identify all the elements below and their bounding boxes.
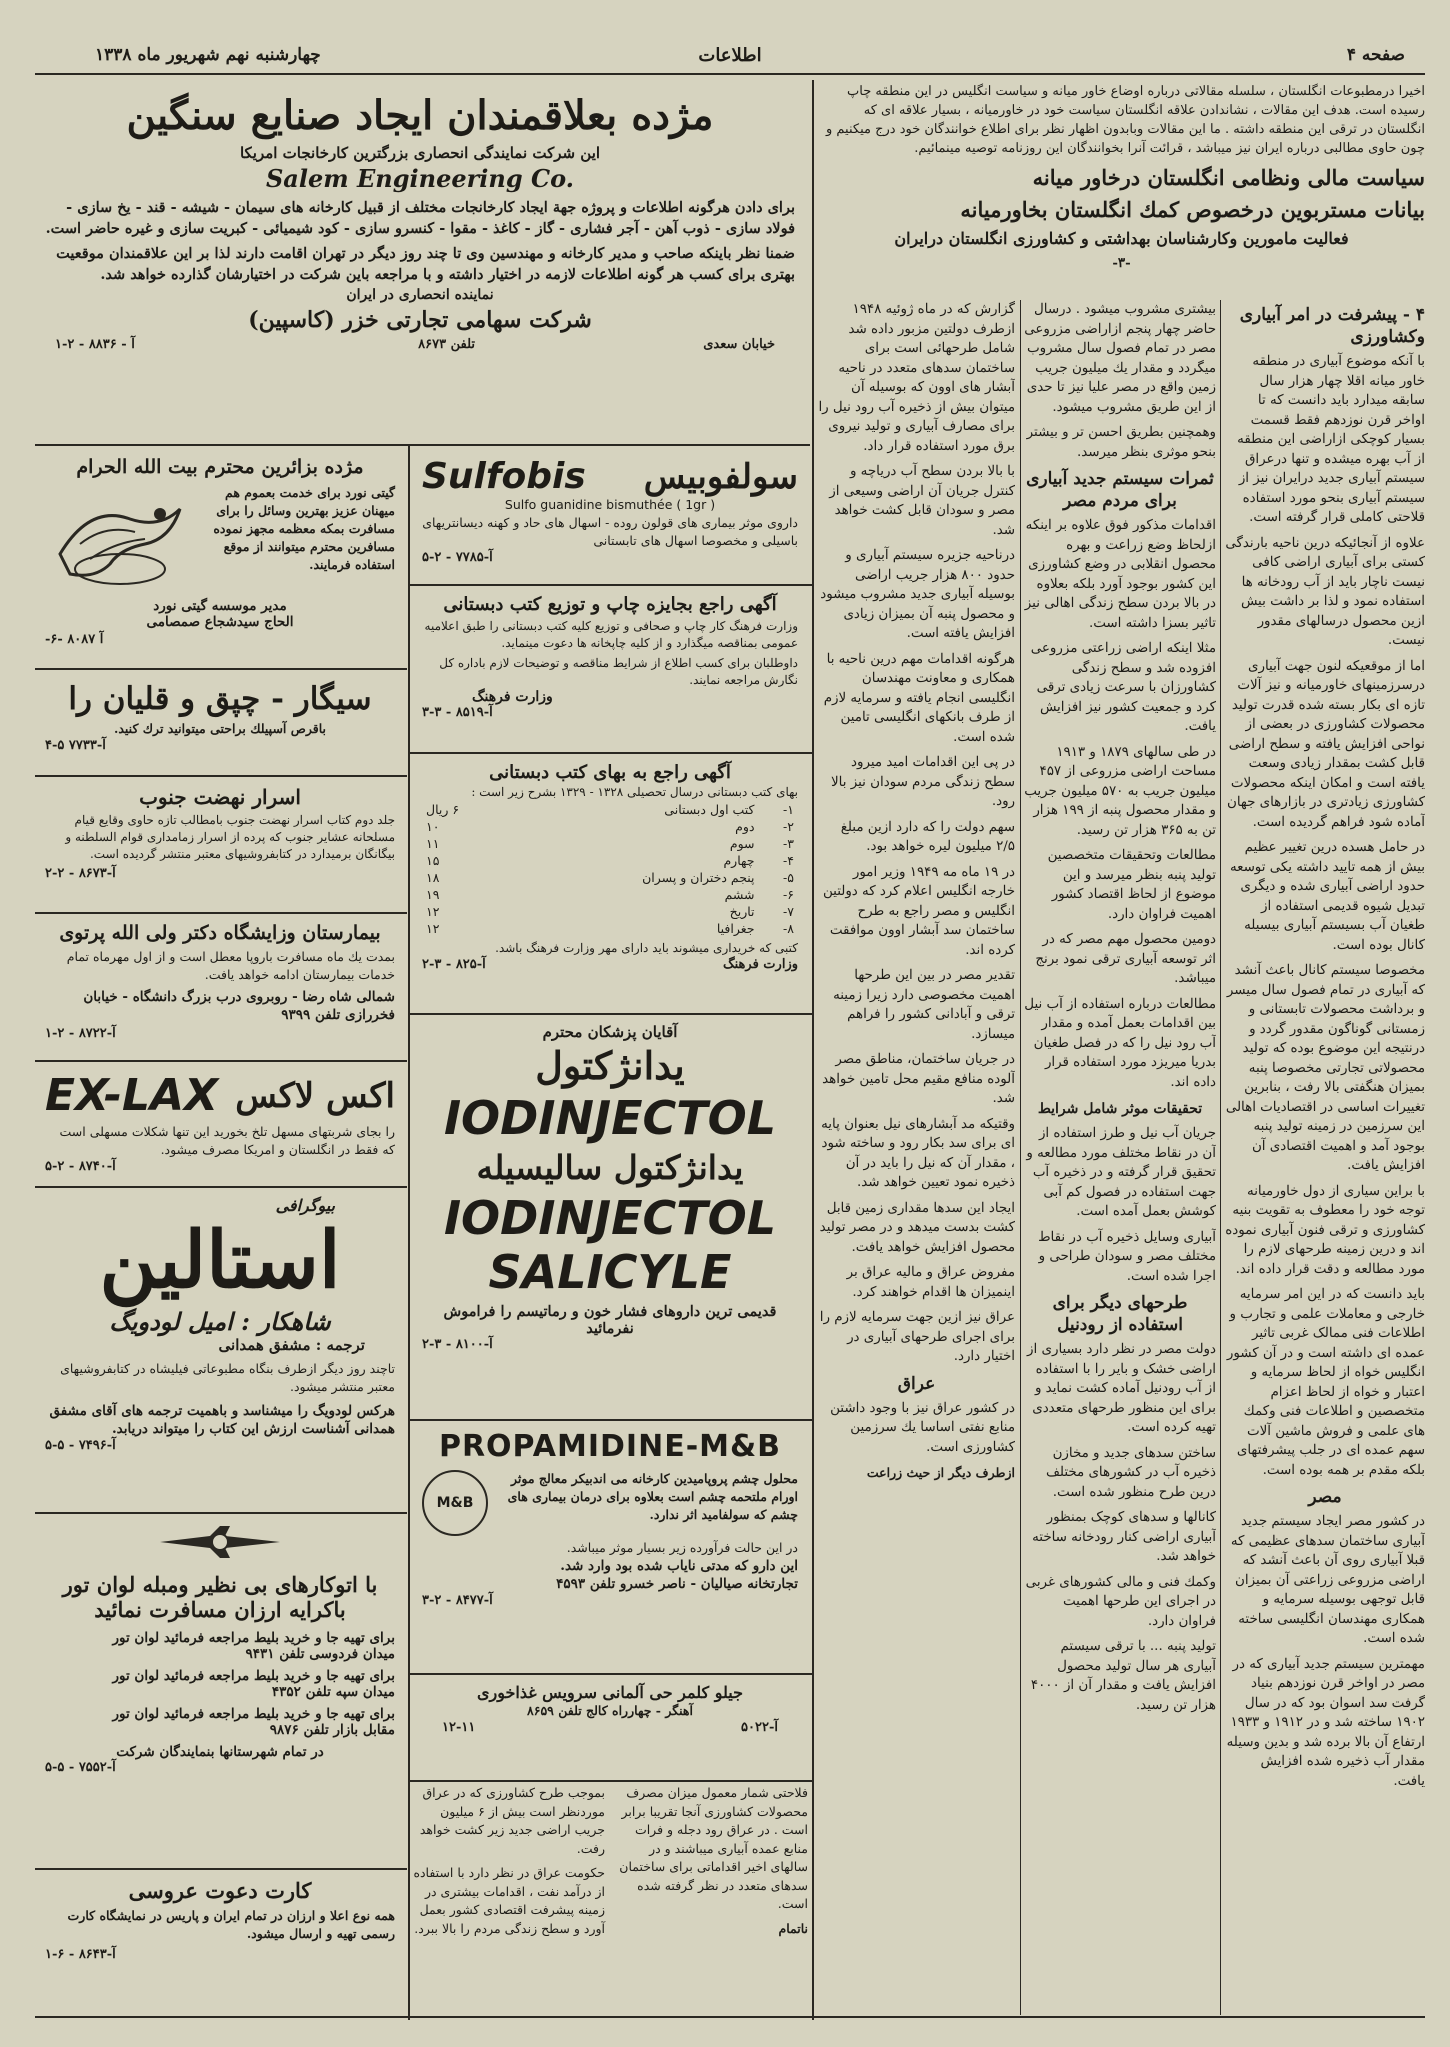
ad-code: آ-۷۷۸۵ - ۲-۵	[422, 550, 493, 565]
book-name: ششم	[724, 887, 755, 902]
iodinjectol-ad	[412, 1017, 808, 1417]
book-price: ۱۱	[426, 836, 440, 851]
divider	[35, 668, 407, 670]
book-price: ۱۰	[426, 819, 440, 834]
paragraph: جریان آب نیل و طرز استفاده از آن در نقاط مختلف مورد مطالعه و تحقیق قرار گرفته و در ذخیره آب جهت استفاده در فصول کم آبی کوشش بعمل آمده است.	[1026, 1126, 1216, 1219]
table-row	[422, 920, 798, 937]
ad-code: آ-۸۲۵ - ۳-۲	[422, 957, 486, 972]
column-heading: طرحهای دیگر برای استفاده از رودنیل	[1052, 1293, 1188, 1335]
ad-code: آ-۸۱۰۰ - ۳-۲	[422, 1337, 493, 1352]
book-name: چهارم	[723, 853, 755, 868]
divider	[812, 80, 814, 2020]
ad-persian: یدانژکتول سالیسیله	[476, 1148, 744, 1187]
ad-body: داروی موثر بیماری های قولون روده - اسهال های حاد و کهنه دیسانتریهای باسیلی و مخصوصا اسهال های تابستانی	[422, 515, 798, 548]
company-name: Salem Engineering Co.	[265, 164, 575, 193]
table-row	[422, 818, 798, 835]
table-row	[422, 903, 798, 920]
continued-label: ناتمام	[778, 1920, 808, 1936]
wedding-ad	[35, 1872, 405, 2012]
ad-body: جلد دوم کتاب اسرار نهضت جنوب بامطالب تازه حاوی وقایع قیام مسلحانه عشایر جنوب که پرده از اسرار زمامداری قوام السلطنه و بیگانگان برمیدارد در کتابفروشیهای معتبر منتشر گردیده است.	[65, 813, 395, 861]
german-ad	[412, 1677, 808, 1777]
hospital-ad	[35, 916, 405, 1056]
airplane-icon	[45, 1522, 395, 1566]
ad-line: برای تهیه جا و خرید بلیط مراجعه فرمائید لوان تور	[112, 1668, 395, 1684]
article-continuation	[412, 1784, 808, 2014]
page-number: صفحه ۴	[1346, 45, 1405, 65]
section-number: -۳-	[1112, 255, 1131, 271]
column-subheading: مصر	[1308, 1487, 1342, 1507]
ad-sign: وزارت فرهنگ	[722, 957, 798, 972]
paragraph: مطالعات وتحقیقات متخصصین تولید پنبه بنظر میرسد و این موضوع از لحاظ اقتصاد کشور اهمیت فراوان دارد.	[1047, 848, 1216, 922]
sulfobis-logo: Sulfobis	[422, 456, 586, 497]
ad-address: مقابل بازار تلفن ۹۸۷۶	[269, 1722, 395, 1738]
column-subheading: تحقیقات موثر شامل شرایط	[1037, 1101, 1203, 1117]
paragraph: آبیاری وسایل ذخیره آب در نقاط مختلف مصر و سودان طراحی و اجرا شده است.	[1038, 1229, 1216, 1284]
ad-body: همه نوع اعلا و ارزان در تمام ایران و پاریس در نمایشگاه کارت رسمی تهیه و ارسال میشود.	[67, 1908, 395, 1941]
paragraph: بیشتری مشروب میشود . درسال حاضر چهار پنجم ازاراضی مزروعی مصر در تمام فصول سال مشروب میگردد و مقدار یك میلیون جریب زمین واقع در مصر علیا نیز تا حدی از این طریق مشروب میشود.	[1024, 302, 1216, 415]
book-price-table	[422, 801, 798, 937]
book-no: ۴-	[783, 853, 794, 868]
paragraph: مخصوصا سیستم کانال باعث آنشد که آبیاری در تمام فصول سال میسر و برداشت محصولات تابستانی و زمستانی گوناگون مقدور گردد و درنتیجه این موضوع بوده که تولید محصولاتی تجارتی مخصوصا پنبه بمیزان هنگفتی بالا رفت ، بنابرین تغییرات اساسی در اقتصادیات اهالی این سرزمین در زمینه تولید پنبه بوجود آمد و اهمیت اقتصادی آن افزایش یافت.	[1225, 963, 1425, 1173]
book-prices-ad	[412, 756, 808, 1011]
paragraph: دومین محصول مهم مصر که در اثر توسعه آبیاری ترقی نمود برنج میباشد.	[1035, 932, 1216, 986]
divider	[35, 775, 407, 777]
book-price: ۱۵	[426, 853, 440, 868]
ad-code: آ ۸۰۸۷ -۶-	[45, 632, 104, 647]
ad-body: بمدت یك ماه مسافرت باروپا معطل است و از اول مهرماه تمام خدمات بیمارستان ادامه خواهد یافت.	[66, 949, 395, 982]
exlax-persian: اکس لاکس	[235, 1075, 395, 1116]
divider	[408, 445, 410, 2020]
ad-code: آ-۷۷۳۳ ۵-۴	[45, 738, 106, 753]
paragraph: بموجب طرح کشاورزی که در عراق موردنظر است بیش از ۶ میلیون جریب اراضی جدید زیر کشت خواهد رفت.	[419, 1785, 605, 1856]
paragraph: در کشور عراق نیز با وجود داشتن منابع نفتی اساسا یك سرزمین کشاورزی است.	[830, 1400, 1015, 1455]
ad-label: بیوگرافی	[275, 1196, 335, 1215]
divider	[35, 1186, 407, 1188]
article-intro: اخیرا درمطبوعات انگلستان ، سلسله مقالاتی درباره اوضاع خاور میانه و سیاست انگلیس در این منطقه چاپ رسیده است. هدف این مقالات ، نشاندادن علاقه انگلستان سیاست خود در خاورمیانه ، بسیار علاقه ای که انگلستان در ترقی این منطقه داشته . ما این مقالات وبابدون اظهار نظر برای اطلاع خوانندگان خود درج میکنیم و چون حاوی مطالبی درباره ایران نیز میباشد ، قرائت آنرا بخوانندگان این روزنامه توصیه مینمائیم.	[826, 84, 1425, 156]
paragraph: هرگونه اقدامات مهم درین ناحیه با همکاری و معاونت مهندسان انگلیسی انجام یافته و سرمایه لازم از طرف بانکهای انگلیسی تامین شده است.	[823, 651, 1015, 745]
ad-title: با اتوکارهای بی نظیر ومبله لوان تور	[62, 1572, 378, 1597]
ad-title: سیگار - چپق و قلیان را	[68, 681, 372, 717]
sulfobis-persian: سولفوبیس	[643, 456, 798, 497]
paragraph: ایجاد این سدها مقداری زمین قابل کشت بدست میدهد و در مصر تولید محصول افزایش خواهد یافت.	[819, 1200, 1015, 1255]
article-header	[818, 82, 1425, 292]
paragraph: با براین سیاری از دول خاورمیانه توجه خود را معطوف به تقویت بنیه کشاورزی و ترقی فنون آبیاری نموده اند و درین زمینه طرحهای لازم را مورد مطالعه و دقت قرار داده اند.	[1225, 1183, 1425, 1277]
paragraph: مطالعات درباره استفاده از آب نیل بین اقدامات بعمل آمده و مقدار آب رود نیل را که در فصل طغیان بدریا میریزد مورد استفاده قرار داده اند.	[1024, 996, 1216, 1090]
table-row	[422, 801, 798, 818]
divider	[410, 1419, 812, 1421]
paragraph: در کشور مصر ایجاد سیستم جدید آبیاری ساختمان سدهای عظیمی که قبلا آبیاری روی آن باعث آنشد که اراضی مزروعی زراعتی آن بمیزان قابل توجهی بوسیله سرمایه و همکاری مهندسان انگلیسی ساخته شده است.	[1230, 1514, 1425, 1646]
paragraph: در پی این اقدامات امید میرود سطح زندگی مردم سودان نیز بالا رود.	[831, 755, 1015, 809]
ad-translator: ترجمه : مشفق همدانی	[218, 1336, 365, 1354]
ad-address: میدان فردوسی تلفن ۹۴۳۱	[245, 1646, 395, 1662]
continued-label: ازطرف دیگر از حیث زراعت	[866, 1465, 1015, 1480]
book-price: ۱۸	[426, 870, 440, 885]
table-row	[422, 869, 798, 886]
divider	[35, 1512, 407, 1514]
paragraph: ساختن سدهای جدید و مخازن ذخیره آب در کشورهای مختلف درین طرح منظور شده است.	[1046, 1445, 1216, 1500]
ad-title: بیمارستان وزایشگاه دکتر ولی الله پرتوی	[59, 922, 381, 944]
article-column-1	[1225, 300, 1425, 2015]
ad-body: در این حالت فرآورده زیر بسیار موثر میباشد.	[566, 1540, 798, 1555]
table-row	[422, 886, 798, 903]
hajj-ad	[35, 450, 405, 665]
ad-title: کارت دعوت عروسی	[128, 1878, 312, 1903]
paragraph: با بالا بردن سطح آب دریاچه و کنترل جریان آن اراضی وسیعی از مصر و سودان قابل کشت خواهد شد.	[829, 464, 1015, 538]
ad-persian: یدانژکتول	[535, 1043, 685, 1088]
asrar-ad	[35, 779, 405, 909]
ad-code: آ-۸۷۲۲ - ۲-۱	[45, 1026, 116, 1041]
book-name: تاریخ	[729, 904, 755, 919]
ad-address: شمالی شاه رضا - روبروی درب بزرگ دانشگاه - خیابان فخررازی تلفن ۹۳۹۹	[83, 989, 395, 1023]
paragraph: مفروض عراق و مالیه عراق بر اینمیزان ها اقدام خواهند کرد.	[846, 1265, 1015, 1300]
ad-sign: مدیر موسسه گیتی نورد	[153, 598, 287, 614]
divider	[410, 1780, 812, 1782]
cigar-ad	[35, 672, 405, 772]
ad-logo: PROPAMIDINE-M&B	[438, 1429, 782, 1464]
book-no: ۶-	[783, 887, 794, 902]
paragraph: درناحیه جزیره سیستم آبیاری و حدود ۸۰۰ هزار جریب اراضی بوسیله آبیاری جدید مشروب میشود و محصول پنبه آن بمیزان زیادی افزایش یافته است.	[820, 548, 1015, 641]
paragraph: کانالها و سدهای کوچک بمنظور آبیاری اراضی کنار رودخانه ساخته خواهد شد.	[1032, 1510, 1216, 1564]
ad-code: آ - ۸۸۳۶ - ۲-۱	[55, 337, 135, 352]
book-name: سوم	[729, 836, 755, 851]
ad-code: آ-۵۰۲۲	[741, 1720, 778, 1735]
page-header	[35, 35, 1425, 75]
ad-line: برای تهیه جا و خرید بلیط مراجعه فرمائید لوان تور	[112, 1630, 395, 1646]
divider	[35, 444, 810, 446]
gitinavard-logo	[45, 484, 190, 598]
column-subheading: عراق	[897, 1373, 936, 1394]
ad-code: آ-۸۶۴۳ - ۶-۱	[45, 1947, 116, 1962]
article-subtitle: فعالیت مامورین وکارشناسان بهداشتی و کشاورزی انگلستان درایران	[894, 229, 1349, 248]
paragraph: علاوه از آنجائیکه درین ناحیه بارندگی کستی برای آبیاری اراضی کافی نیست ناچار باید از آب رودخانه ها استفاده نمود و لذا بر داشت بیش ازین محصول درسالهای مقدور نیست.	[1225, 535, 1425, 648]
divider	[410, 1673, 812, 1675]
ad-body: این دارو که مدتی نایاب شده بود وارد شد.	[560, 1558, 798, 1574]
book-price: ۱۲	[426, 921, 440, 936]
divider	[410, 752, 812, 754]
ad-title: مژده بعلاقمندان ایجاد صنایع سنگین	[126, 92, 714, 139]
ad-address: خیابان سعدی	[703, 337, 775, 352]
ad-body: را بجای شربتهای مسهل تلخ بخورید این تنها شکلات مسهلی است که فقط در انگلستان و امریکا مصرف میشود.	[59, 1124, 395, 1157]
paragraph: اقدامات مذکور فوق علاوه بر اینکه ازلحاظ وضع زراعت و بهره محصول انقلابی در وضع کشاورزی این کشور بوجود آورد بلکه بعلاوه در بالا بردن سطح زندگی اهالی نیز تاثیر بسزا داشته است.	[1024, 518, 1216, 631]
divider	[1220, 300, 1221, 2015]
ad-intro: بهای کتب دبستانی درسال تحصیلی ۱۳۲۸ - ۱۳۲۹ بشرح زیر است :	[471, 785, 798, 799]
book-name: پنجم دختران و پسران	[642, 870, 755, 885]
book-price: ۱۹	[426, 887, 440, 902]
column-heading: ۴ - پیشرفت در امر آبیاری وکشاورزی	[1239, 305, 1425, 347]
book-no: ۲-	[783, 819, 794, 834]
divider	[35, 1060, 407, 1062]
ad-body: باقرص آسپیلك براحتی میتوانید ترك کنید.	[113, 721, 327, 736]
books-print-notice	[412, 588, 808, 748]
ad-code: ۱۲-۱۱	[442, 1720, 476, 1735]
table-row	[422, 852, 798, 869]
ad-note: کتبی که خریداری میشوند باید دارای مهر وزارت فرهنگ باشد.	[495, 941, 798, 955]
exlax-ad	[35, 1064, 405, 1184]
paragraph: در جریان ساختمان، مناطق مصر آلوده منافع مقیم محل تامین خواهد شد.	[822, 1052, 1015, 1106]
book-no: ۳-	[783, 836, 794, 851]
paragraph: وقتیکه مد آبشارهای نیل بعنوان پایه ای برای سد بکار رود و ساخته شود ، مقدار آن که نیل را باید در آن ذخیره نمود تعیین خواهد شد.	[821, 1116, 1015, 1190]
propamidine-ad	[412, 1423, 808, 1671]
ad-code: آ-۷۵۵۲ - ۵-۵	[45, 1760, 116, 1775]
industry-ad	[35, 82, 805, 442]
paragraph: مهمترین سیستم جدید آبیاری که در مصر در اواخر قرن نوزدهم بنیاد گرفت سد اسوان بود که در سال ۱۹۰۲ ساخته شد و در ۱۹۱۲ و ۱۹۳۳ ارتفاع آن بالا برده شد و بدین وسیله مقدار آب ذخیره شده افزایش یافت.	[1226, 1656, 1425, 1789]
book-no: ۷-	[783, 904, 794, 919]
paragraph: تولید پنبه ... با ترقی سیستم آبیاری هر سال تولید محصول افزایش یافت و مقدار آن از ۴۰۰۰ هزار تن رسید.	[1030, 1639, 1216, 1713]
ad-logo: SALICYLE	[488, 1245, 732, 1299]
divider	[410, 1013, 812, 1015]
ad-code: آ-۸۶۷۳ - ۲-۲	[45, 866, 116, 881]
paragraph: حکومت عراق در نظر دارد با استفاده از درآمد نفت ، اقدامات بیشتری در زمینه پیشرفت اقتصادی کشور بعمل آورد و سطح زندگی مردم را بالا ببرد.	[413, 1865, 605, 1936]
sulfobis-ad	[412, 450, 808, 580]
ad-body: محلول چشم پروپامیدین کارخانه می اندبیکر معالج موثر اورام ملتحمه چشم است بعلاوه برای درمان بیماری های چشم که سولفامید اثر ندارد.	[507, 1471, 798, 1522]
article-column-3	[818, 300, 1015, 2015]
ad-subtitle: این شرکت نمایندگی انحصاری بزرگترین کارخانجات امریکا	[239, 144, 601, 162]
divider	[35, 912, 407, 914]
biography-ad	[35, 1190, 405, 1510]
table-row	[422, 835, 798, 852]
article-title: سیاست مالی ونظامی انگلستان درخاور میانه	[1032, 165, 1425, 190]
book-name: دوم	[735, 819, 755, 834]
ad-phone: تلفن ۸۶۷۳	[418, 337, 475, 352]
book-price: ۶ ریال	[426, 802, 460, 817]
paragraph: در ۱۹ ماه مه ۱۹۴۹ وزیر امور خارجه انگلیس اعلام کرد که دولتین انگلیس و مصر راجع به طرح ساختمان سد آبشار اوون موافقت کرده اند.	[822, 864, 1015, 958]
paragraph: گزارش که در ماه ژوئیه ۱۹۴۸ ازطرف دولتین مزبور داده شد شامل طرحهائی است برای ساختمان سدهای متعدد در ناحیه آبشار های اوون که بوسیله آن میتوان بیش از ذخیره آب رود نیل را برای مصارف آبیاری و تولید نیروی برق مورد استفاده قرار داد.	[818, 302, 1015, 454]
paragraph: عراق نیز ازین جهت سرمایه لازم را برای اجرای طرحهای آبیاری در اختیار دارد.	[819, 1310, 1015, 1364]
page-date: چهارشنبه نهم شهریور ماه ۱۳۳۸	[95, 45, 321, 65]
levantour-ad	[35, 1516, 405, 1866]
ad-line: آقایان پزشکان محترم	[542, 1023, 678, 1041]
ad-body: گیتی نورد برای خدمت بعموم هم میهنان عزیز بهترین وسائل را برای مسافرت بمکه معظمه مجهز نموده مسافرین محترم میتوانند از موقع استفاده فرمایند.	[213, 485, 395, 572]
article-column-2	[1024, 300, 1216, 2015]
paragraph: وهمچنین بطریق احسن تر و بیشتر بنحو موثری بنظر میرسد.	[1026, 425, 1216, 460]
newspaper-name: اطلاعات	[698, 45, 762, 66]
paragraph: در طی سالهای ۱۸۷۹ و ۱۹۱۳ مساحت اراضی مزروعی از ۴۵۷ میلیون جریب به ۵۷۰ میلیون جریب و مقدار محصول پنبه از ۱۹۹ هزار تن به ۳۶۵ هزار تن رسید.	[1024, 744, 1216, 838]
ad-code: آ-۷۴۹۶ - ۵-۵	[45, 1438, 116, 1453]
ad-body: برای دادن هرگونه اطلاعات و پروژه جهة ایجاد کارخانجات مختلف از قبیل کارخانه های سیمان - شیشه - قند - یخ سازی - فولاد سازی - ذوب آهن - آجر فشاری - گاز - کاغذ - مقوا - کنسرو سازی - کود شیمیائی - کبریت سازی و غیره حاضر است.	[45, 199, 795, 237]
paragraph: وکمك فنی و مالی کشورهای غربی در اجرای این طرحها اهمیت فراوان دارد.	[1025, 1574, 1216, 1629]
ad-body: تاچند روز دیگر ازطرف بنگاه مطبوعاتی فیلیشاه در کتابفروشیهای معتبر منتشر میشود.	[60, 1361, 395, 1394]
ad-title: آگهی راجع بجایزه چاپ و توزیع کتب دبستانی	[443, 594, 777, 615]
book-no: ۱-	[783, 802, 794, 817]
ad-body: قدیمی ترین داروهای فشار خون و رماتیسم را فراموش نفرمائید	[443, 1303, 777, 1337]
ad-address: تجارتخانه صیالیان - ناصر خسرو تلفن ۴۵۹۳	[556, 1576, 798, 1592]
ad-code: آ-۸۵۱۹ - ۳-۳	[422, 705, 493, 720]
ad-author: شاهکار : امیل لودویگ	[109, 1307, 331, 1336]
ad-title: جیلو کلمر حی آلمانی سرویس غذاخوری	[476, 1683, 743, 1702]
ad-rep: نماینده انحصاری در ایران	[346, 287, 494, 303]
ad-code: آ-۸۴۷۷ - ۲-۳	[422, 1593, 493, 1608]
ad-title: باکرایه ارزان مسافرت نمائید	[94, 1597, 346, 1622]
paragraph: سهم دولت را که دارد ازین مبلغ ۲/۵ میلیون لیره خواهد بود.	[840, 819, 1015, 854]
ad-title: آگهی راجع به بهای کتب دبستانی	[489, 762, 731, 783]
ad-line: در تمام شهرستانها بنمایندگان شرکت	[116, 1744, 324, 1760]
paragraph: تقدیر مصر در بین این طرحها اهمیت مخصوصی دارد زیرا زمینه ترقی و آبادانی کشور را فراهم میسازد.	[833, 968, 1015, 1042]
ad-code: آ-۸۷۴۰ - ۲-۵	[45, 1159, 116, 1174]
ad-sign: وزارت فرهنگ	[472, 689, 553, 705]
paragraph: در حامل هسده درین تغییر عظیم بیش از همه تایید داشته یکی توسعه حدود اراضی آبیاری شده و دیگری تبدیل شیوه قدیمی استفاده از طغیان آب بسیستم آبیاری بیسیله کانال بوده است.	[1229, 840, 1425, 953]
exlax-logo: EX-LAX	[45, 1070, 219, 1121]
ad-body: آهنگر - چهارراه کالج تلفن ۸۶۵۹	[527, 1703, 693, 1718]
mb-logo: M&B	[422, 1470, 488, 1536]
book-price: ۱۲	[426, 904, 440, 919]
divider	[35, 1868, 407, 1870]
book-no: ۵-	[783, 870, 794, 885]
article-title: بیانات مستربوین درخصوص کمك انگلستان بخاورمیانه	[960, 197, 1425, 222]
paragraph: فلاحتی شمار معمول میزان مصرف محصولات کشاورزی آنجا تقریبا برابر است . در عراق رود دجله و فرات منابع عمده آبیاری میباشند و در سالهای اخیر اقداماتی برای ساختمان سدهای متعدد در نظر گرفته شده است.	[619, 1785, 808, 1911]
ad-address: میدان سپه تلفن ۴۳۵۲	[271, 1684, 395, 1700]
ad-firm: شرکت سهامی تجارتی خزر (کاسپین)	[248, 307, 592, 333]
book-name: جغرافیا	[716, 921, 755, 936]
ad-logo: IODINJECTOL	[443, 1091, 777, 1145]
ad-title: استالین	[99, 1215, 341, 1306]
ad-body: وزارت فرهنگ کار چاپ و صحافی و توزیع کلیه کتب دبستانی را طبق اعلامیه عمومی بمناقصه میگذارد و از کلیه چاپخانه ها دعوت مینماید.	[424, 619, 798, 650]
ad-logo: IODINJECTOL	[443, 1191, 777, 1245]
ad-sign: الحاج سیدشجاع صمصامی	[146, 614, 294, 630]
divider	[1020, 300, 1021, 2015]
paragraph: اما از موقعیکه لنون جهت آبیاری درسرزمینهای خاورمیانه و نیز آلات تازه ای بکار بسته شده قدرت تولید محصولات کشاورزی در بعضی از نواحی افزایش یافته و سطح اراضی قابل کشت بمقدار زیادی وسعت یافته است و امکان اینکه محصولات کشاورزی زیادتری در بازارهای جهان آماده شود فراهم گردیده است.	[1226, 658, 1425, 830]
ad-title: اسرار نهضت جنوب	[139, 785, 301, 809]
paragraph: باید دانست که در این امر سرمایه خارجی و معاملات علمی و تجارب و اطلاعات فنی ممالک غربی تاثیر عمده ای داشته است و در آن کشور انگلیس خواه از لحاظ سرمایه و اعتبار و خواه از لحاظ اعزام متخصصین و اطلاعات فنی وکمك های علمی و فروش ماشین آلات سهم عمده ای در جلب پیشرفتهای بلکه مقدم بر همه بوده است.	[1226, 1287, 1425, 1478]
divider	[35, 2016, 1425, 2018]
sulfobis-formula: Sulfo guanidine bismuthée ( 1gr )	[504, 497, 716, 512]
ad-body: هرکس لودویگ را میشناسد و باهمیت ترجمه های آقای مشفق همدانی آشناست ارزش این کتاب را میتواند دریابد.	[49, 1403, 395, 1437]
ad-line: برای تهیه جا و خرید بلیط مراجعه فرمائید لوان تور	[112, 1706, 395, 1722]
paragraph: دولت مصر در نظر دارد بسیاری از اراضی خشک و بایر را با استفاده از آب رودنیل آماده کشت نماید و برای این منظور طرحهای متعددی تهیه کرده است.	[1027, 1342, 1216, 1435]
book-no: ۸-	[783, 921, 794, 936]
book-name: کتب اول دبستانی	[664, 802, 755, 817]
ad-body: داوطلبان برای کسب اطلاع از شرایط مناقصه و توضیحات لازم باداره کل نگارش مراجعه نمایند.	[439, 656, 798, 687]
column-heading: ثمرات سیستم جدید آبیاری برای مردم مصر	[1026, 469, 1214, 511]
divider	[410, 584, 812, 586]
ad-title: مژده بزائرین محترم بیت الله الحرام	[76, 456, 364, 478]
ad-body: ضمنا نظر باینکه صاحب و مدیر کارخانه و مهندسین وی تا چند روز دیگر در تهران اقامت دارند لذا بر این علاقمندان موقعیت بهتری برای کسب هر گونه اطلاعات لازمه در اختیار داشته و با مراجعه باین شرکت در اختیارشان گذارده خواهد شد.	[56, 245, 795, 283]
paragraph: مثلا اینکه اراضی زراعتی مزروعی افزوده شد و سطح زندگی کشاورزان با سرعت زیادی ترقی کرد و جمعیت کشور نیز افزایش یافت.	[1030, 641, 1216, 734]
paragraph: با آنکه موضوع آبیاری در منطقه خاور میانه اقلا چهار هزار سال سابقه میدارد باید دانست که تا اواخر قرن نوزدهم فقط قسمت بسیار کوچکی ازاراضی این منطقه از آب بهره میشده و تنها درعراق سیستم آبیاری جدید درایران نیز از سیستم آبیاری بنحو مورد استفاده قلاحتی کاملی قرار گرفته است.	[1237, 354, 1425, 525]
